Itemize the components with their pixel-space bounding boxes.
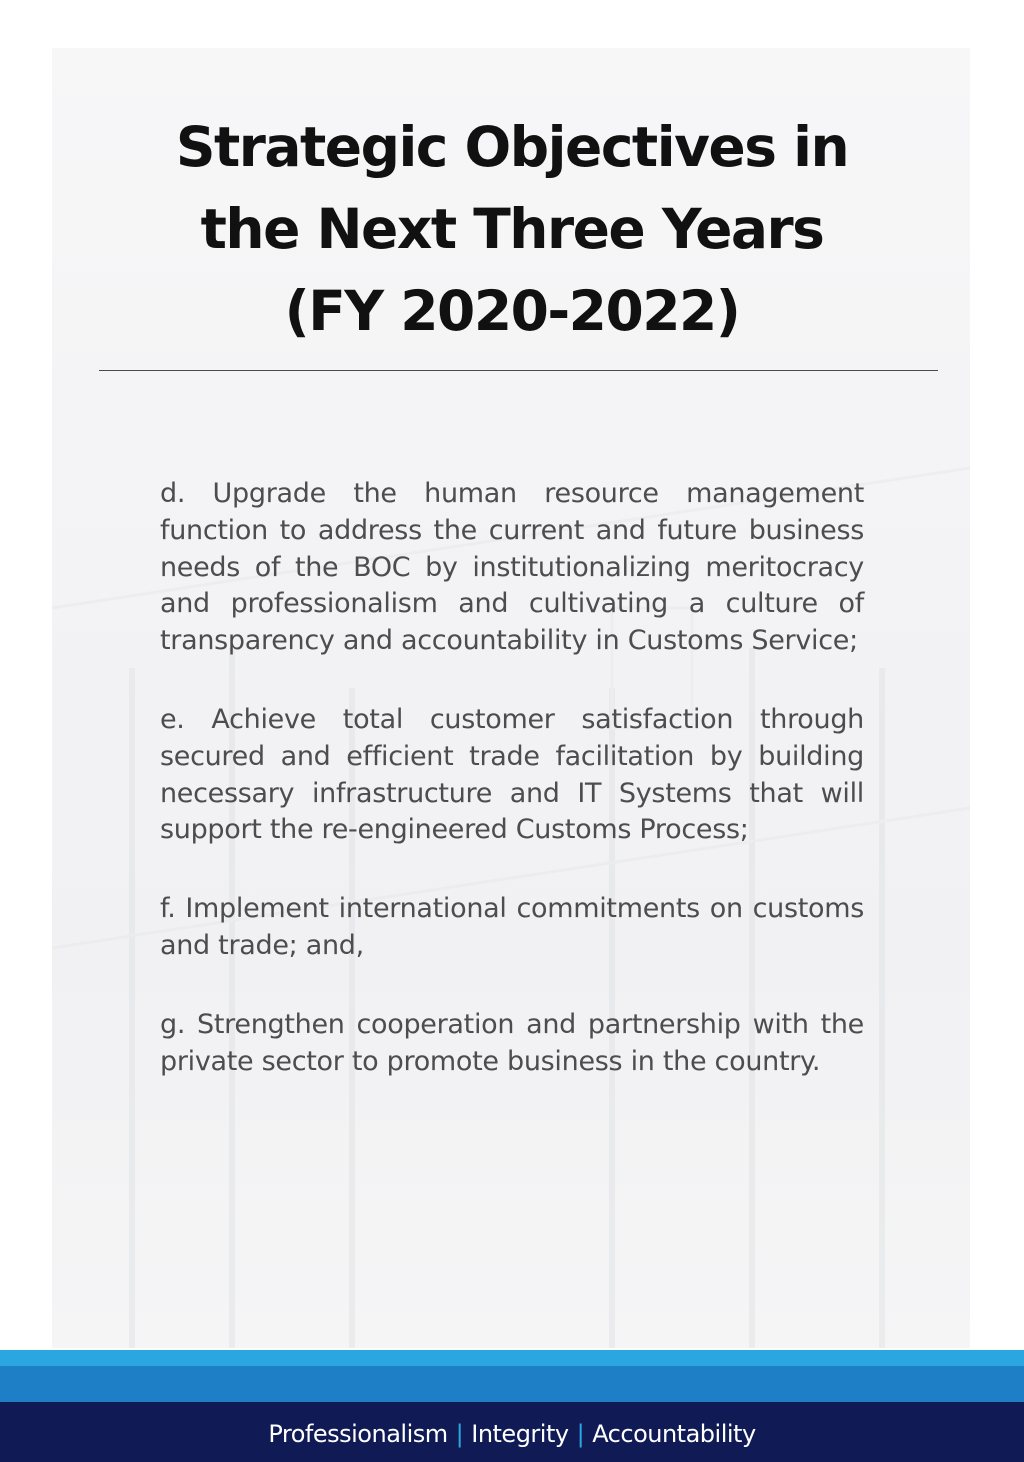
tagline-accountability: Accountability (592, 1420, 756, 1448)
objectives-list (160, 476, 864, 1122)
page-title (100, 106, 924, 352)
tagline-integrity: Integrity (471, 1420, 569, 1448)
tagline-separator: | (576, 1420, 585, 1448)
footer-light-band (0, 1350, 1024, 1366)
tagline-professionalism: Professionalism (268, 1420, 448, 1448)
footer-tagline (0, 1418, 1024, 1450)
tagline-separator: | (455, 1420, 464, 1448)
objective-e: e. Achieve total customer satisfaction through secured and efficient trade facilitation by building necessary infrastructure and IT Systems that will support the re-engineered Customs Process; (160, 703, 864, 846)
objective-g: g. Strengthen cooperation and partnership with the private sector to promote business in the country. (160, 1008, 864, 1077)
title-line-1: Strategic Objectives in (175, 115, 849, 179)
footer-mid-band (0, 1366, 1024, 1402)
title-line-3: (FY 2020-2022) (284, 279, 740, 343)
title-divider (99, 370, 938, 371)
objective-d: d. Upgrade the human resource management function to address the current and future business needs of the BOC by institutionalizing meritocracy and professionalism and cultivating a culture of transparency and accountability in Customs Service; (160, 478, 864, 657)
objective-f: f. Implement international commitments on customs and trade; and, (160, 893, 864, 961)
title-line-2: the Next Three Years (200, 197, 824, 261)
